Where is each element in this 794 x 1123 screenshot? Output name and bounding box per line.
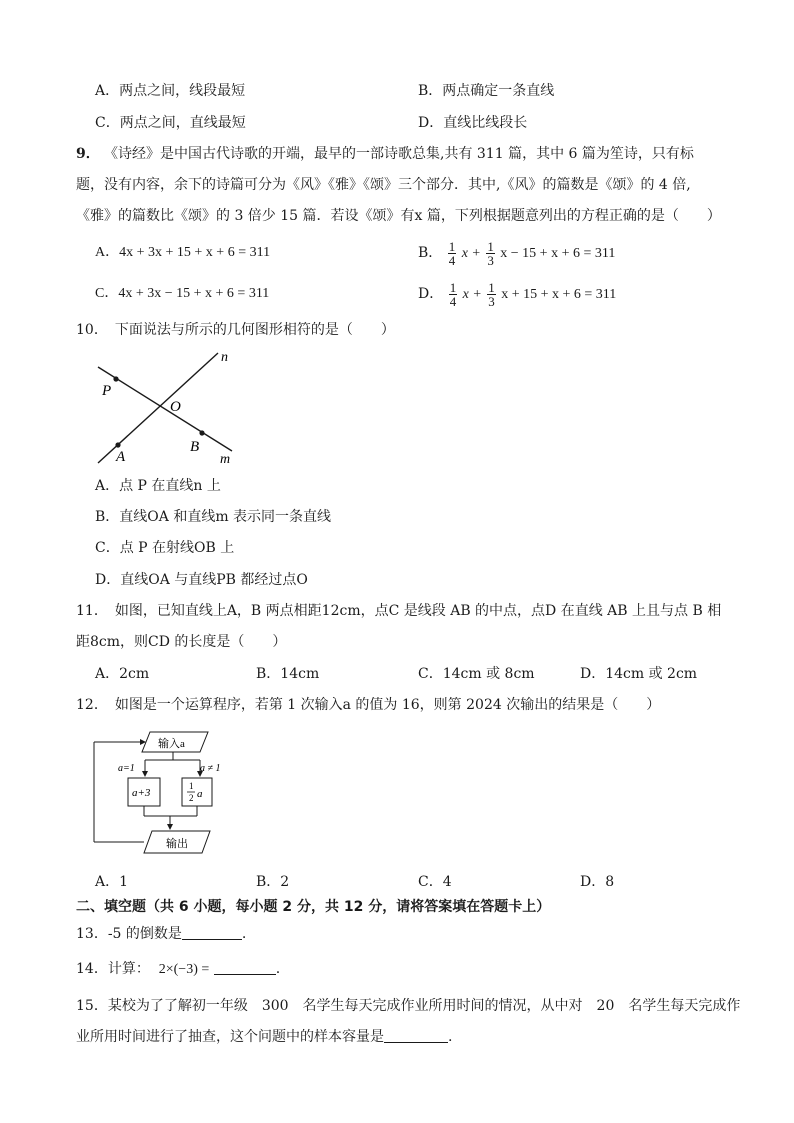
q13-answer-blank[interactable]	[182, 925, 242, 940]
box-right-den: 2	[189, 793, 194, 803]
q8-option-b: B．两点确定一条直线	[418, 83, 555, 99]
point-a	[115, 442, 120, 447]
q9-stem-line3: 《雅》的篇数比《颂》的 3 倍少 15 篇．若设《颂》有x 篇，下列根据题意列出的方程正确的是（ ）	[76, 208, 721, 224]
q12-option-b: B．2	[256, 874, 290, 890]
q12-stem: 12． 如图是一个运算程序，若第 1 次输入a 的值为 16，则第 2024 次输出的结果是（ ）	[76, 697, 661, 713]
q9-option-b: B． $\frac{1}{4}$ x + $\frac{1}{3}$ x − 15 + x + 6 = 311	[418, 238, 616, 268]
box-right-num: 1	[189, 781, 194, 791]
q8-option-d: D．直线比线段长	[418, 115, 528, 131]
q11-option-b: B．14cm	[256, 666, 320, 682]
q11-stem-line2: 距8cm，则CD 的长度是（ ）	[76, 634, 287, 650]
q10-option-c: C．点 P 在射线OB 上	[95, 540, 235, 556]
q12-option-d: D．8	[580, 874, 615, 890]
box-right-var: a	[197, 788, 203, 800]
q12-flowchart	[88, 728, 238, 862]
q11-option-d: D．14cm 或 2cm	[580, 666, 698, 682]
q11-stem-line1: 11． 如图，已知直线上A，B 两点相距12cm，点C 是线段 AB 的中点，点D 在直线 AB 上且与点 B 相	[76, 603, 722, 619]
q13: 13．-5 的倒数是 .	[76, 926, 247, 942]
q9-number: 9．	[76, 146, 100, 162]
q8-option-a: A．两点之间，线段最短	[95, 83, 246, 99]
q10-option-b: B．直线OA 和直线m 表示同一条直线	[95, 509, 332, 525]
section-heading: 二、填空题（共 6 小题，每小题 2 分，共 12 分，请将答案填在答题卡上）	[76, 899, 551, 915]
label-m: m	[220, 452, 231, 467]
output-label: 输出	[166, 838, 188, 850]
q12-option-c: C．4	[418, 874, 452, 890]
q9-option-c: C．4x + 3x − 15 + x + 6 = 311	[95, 286, 270, 301]
point-b	[199, 430, 204, 435]
q12-option-a: A．1	[95, 874, 129, 890]
label-b: B	[190, 439, 200, 455]
cond-left-label: a=1	[118, 763, 135, 774]
q9-stem-line2: 题，没有内容，余下的诗篇可分为《风》《雅》《颂》三个部分．其中,《风》的篇数是《颂》的 4 倍,	[76, 177, 691, 193]
point-p	[113, 376, 118, 381]
q9-option-d: D． $\frac{1}{4}$ x + $\frac{1}{3}$ x + 15 + x + 6 = 311	[418, 279, 617, 309]
input-label: 输入a	[158, 738, 185, 750]
q10-option-a: A．点 P 在直线n 上	[95, 478, 221, 494]
cond-right-label: a ≠ 1	[200, 763, 221, 774]
q10-line-figure	[90, 345, 250, 470]
q8-option-c: C．两点之间，直线最短	[95, 115, 246, 131]
q15-line2: 业所用时间进行了抽查，这个问题中的样本容量是 .	[76, 1029, 453, 1045]
box-left-label: a+3	[132, 787, 151, 799]
q11-option-a: A．2cm	[95, 666, 150, 682]
label-o: O	[170, 399, 181, 415]
q15-line1: 15．某校为了了解初一年级 300 名学生每天完成作业所用时间的情况，从中对 20 名学生每天完成作	[76, 998, 741, 1014]
q9-stem-line1: 《诗经》是中国古代诗歌的开端，最早的一部诗歌总集,共有 311 篇，其中 6 篇为笙诗，只有标	[104, 146, 694, 162]
q10-stem: 10． 下面说法与所示的几何图形相符的是（ ）	[76, 322, 395, 338]
q9-option-a: A．4x + 3x + 15 + x + 6 = 311	[95, 245, 271, 260]
q10-option-d: D．直线OA 与直线PB 都经过点O	[95, 572, 308, 588]
q14: 14．计算： 2×(−3) = .	[76, 961, 281, 977]
label-n: n	[221, 350, 228, 365]
q15-answer-blank[interactable]	[384, 1028, 448, 1043]
q11-option-c: C．14cm 或 8cm	[418, 666, 535, 682]
q14-answer-blank[interactable]	[214, 960, 276, 975]
label-a: A	[116, 449, 126, 465]
label-p: P	[102, 383, 112, 399]
